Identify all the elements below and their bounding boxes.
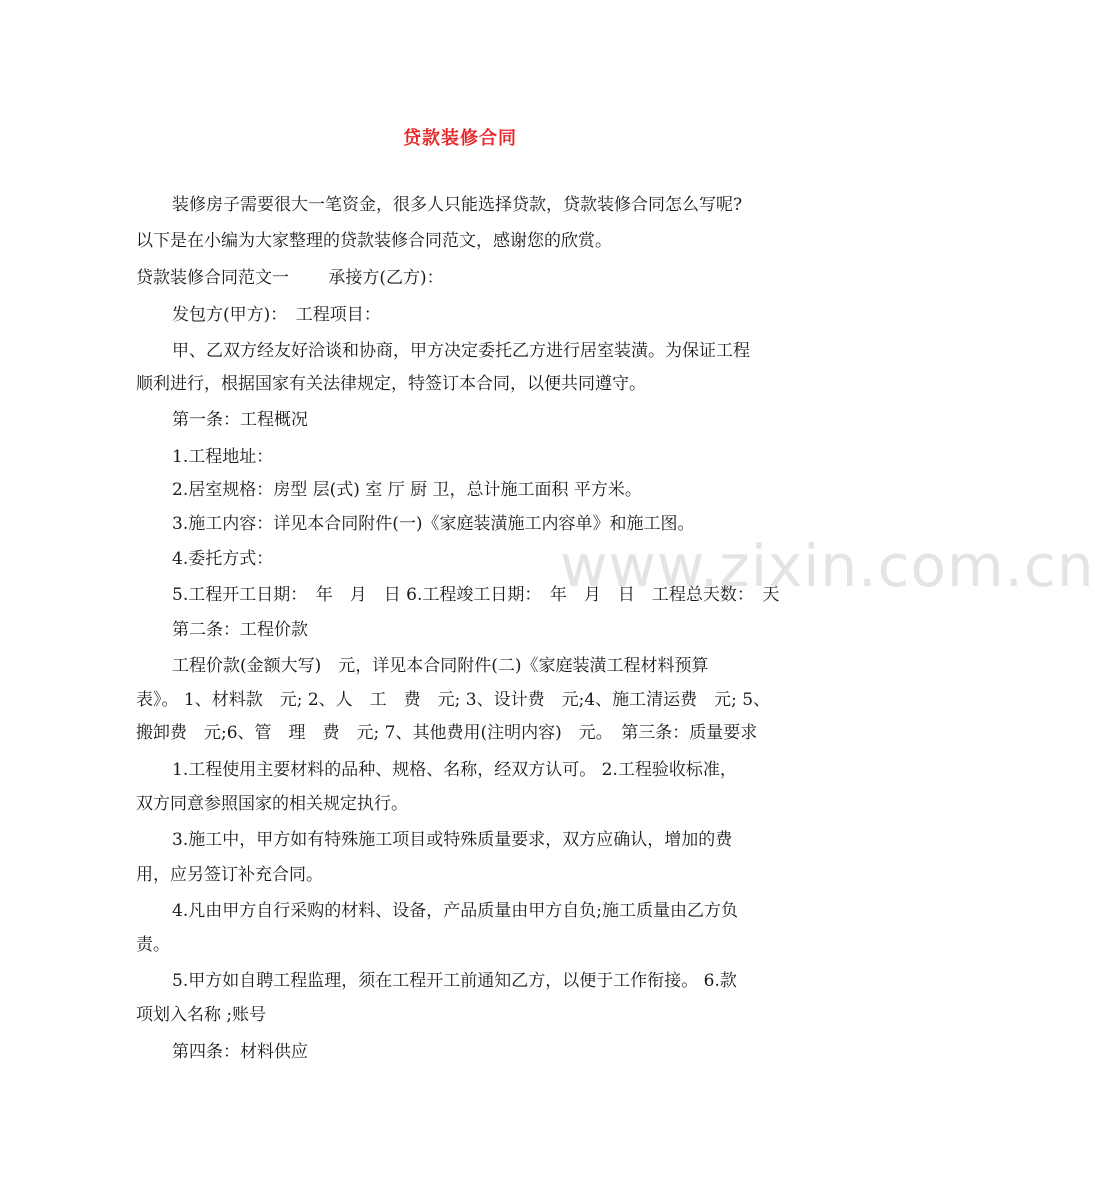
- watermark: www.zixin.com.cn: [560, 532, 1095, 600]
- paragraph-line: 顺利进行，根据国家有关法律规定，特签订本合同，以便共同遵守。: [136, 374, 646, 394]
- paragraph-line: 贷款装修合同范文一 承接方(乙方)：: [136, 268, 444, 288]
- paragraph-line: 装修房子需要很大一笔资金，很多人只能选择贷款，贷款装修合同怎么写呢?: [172, 195, 743, 215]
- paragraph-line: 搬卸费 元;6、管 理 费 元; 7、其他费用(注明内容) 元。 第三条：质量要求: [136, 723, 758, 743]
- paragraph-line: 发包方(甲方)： 工程项目：: [172, 305, 381, 325]
- paragraph-line: 2.居室规格：房型 层(式) 室 厅 厨 卫，总计施工面积 平方米。: [172, 480, 642, 500]
- paragraph-line: 4.凡由甲方自行采购的材料、设备，产品质量由甲方自负;施工质量由乙方负: [172, 901, 738, 921]
- section-heading: 第二条：工程价款: [172, 620, 308, 640]
- paragraph-line: 表》。 1、材料款 元; 2、人 工 费 元; 3、设计费 元;4、施工清运费 元; 5、: [136, 690, 771, 710]
- paragraph-line: 1.工程使用主要材料的品种、规格、名称，经双方认可。 2.工程验收标准，: [172, 760, 737, 780]
- document-title: 贷款装修合同: [403, 128, 517, 149]
- paragraph-line: 责。: [136, 935, 170, 955]
- paragraph-line: 项划入名称 ;账号: [136, 1005, 267, 1025]
- section-heading: 第一条：工程概况: [172, 410, 308, 430]
- paragraph-line: 4.委托方式：: [172, 549, 274, 569]
- paragraph-line: 工程价款(金额大写) 元，详见本合同附件(二)《家庭装潢工程材料预算: [172, 656, 709, 676]
- paragraph-line: 3.施工内容：详见本合同附件(一)《家庭装潢施工内容单》和施工图。: [172, 514, 695, 534]
- paragraph-line: 3.施工中，甲方如有特殊施工项目或特殊质量要求，双方应确认，增加的费: [172, 830, 733, 850]
- paragraph-line: 5.甲方如自聘工程监理，须在工程开工前通知乙方，以便于工作衔接。 6.款: [172, 971, 737, 991]
- paragraph-line: 以下是在小编为大家整理的贷款装修合同范文，感谢您的欣赏。: [136, 231, 612, 251]
- section-heading: 第四条：材料供应: [172, 1042, 308, 1062]
- paragraph-line: 1.工程地址：: [172, 447, 274, 467]
- paragraph-line: 双方同意参照国家的相关规定执行。: [136, 794, 408, 814]
- paragraph-line: 用，应另签订补充合同。: [136, 865, 323, 885]
- paragraph-line: 5.工程开工日期： 年 月 日 6.工程竣工日期： 年 月 日 工程总天数： 天: [172, 585, 780, 605]
- paragraph-line: 甲、乙双方经友好洽谈和协商，甲方决定委托乙方进行居室装潢。为保证工程: [172, 341, 750, 361]
